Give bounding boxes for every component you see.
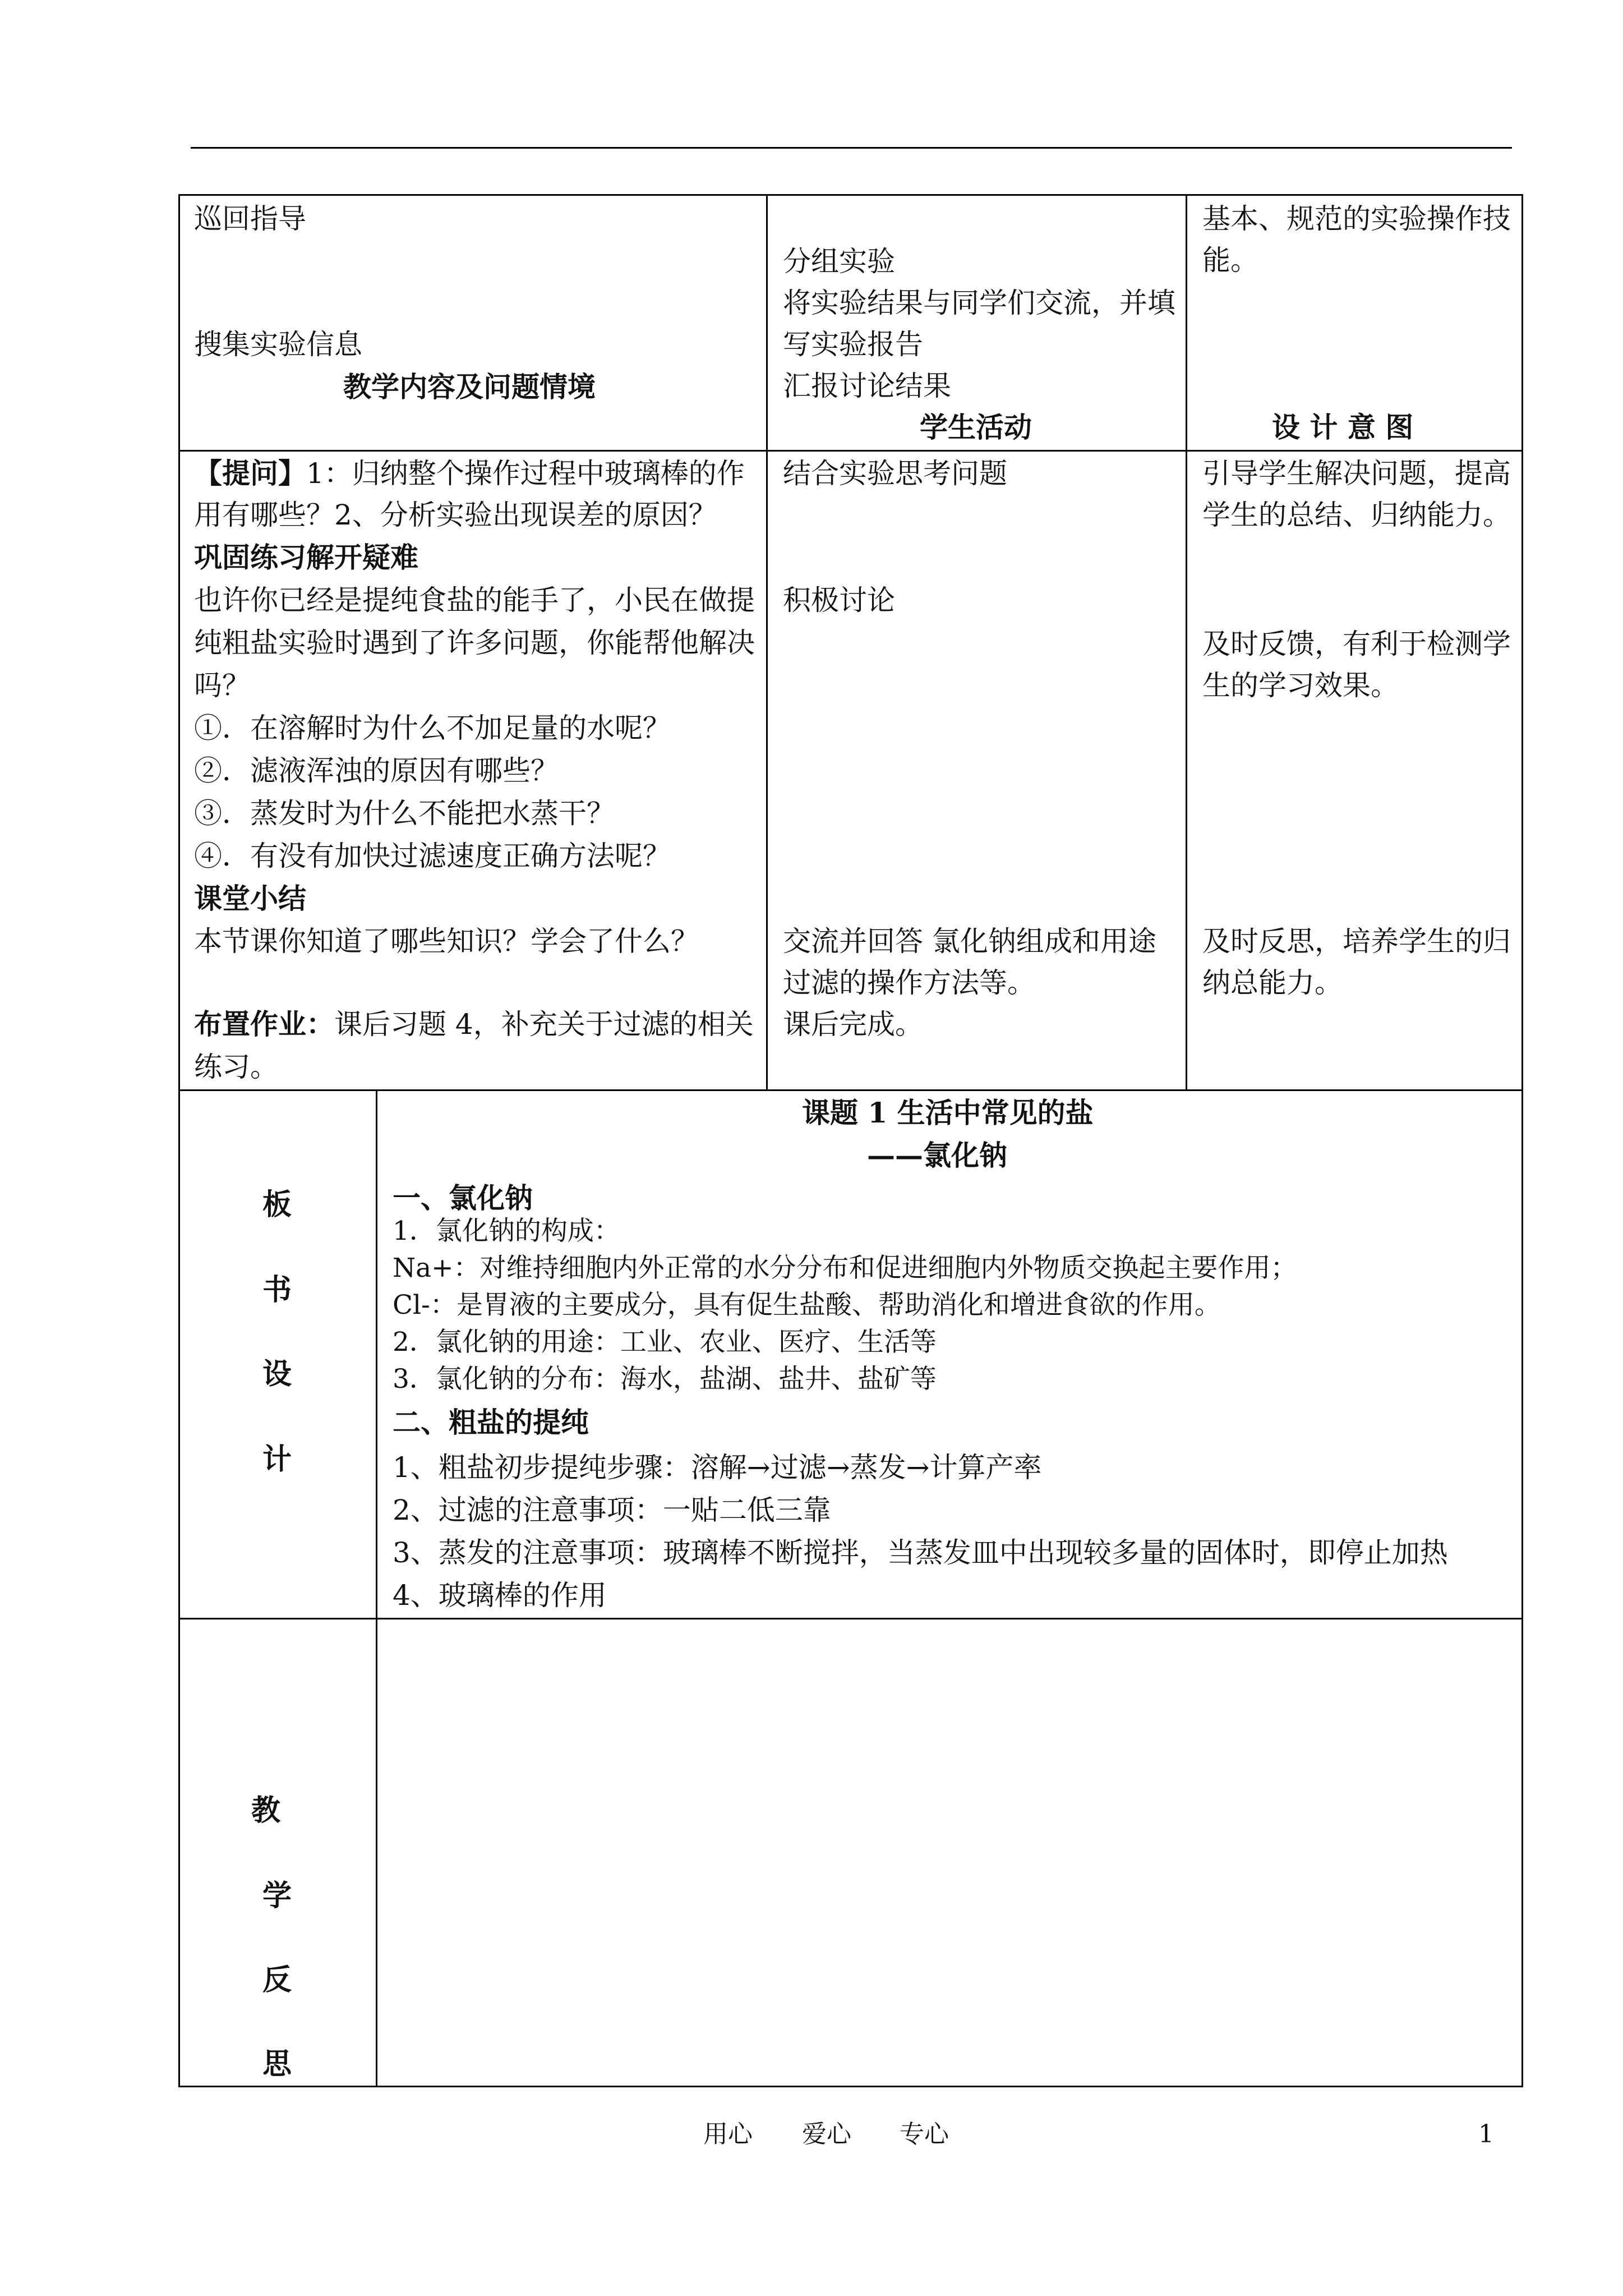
student-line-1: 结合实验思考问题: [783, 457, 1007, 490]
board-section-2: 二、粗盐的提纯: [393, 1406, 589, 1439]
reflection-char-3: 反: [262, 1963, 292, 1997]
col1-line-3: 搜集实验信息: [194, 328, 362, 361]
board-label-char-1: 板: [262, 1188, 292, 1222]
practice-line-2: 纯粗盐实验时遇到了许多问题，你能帮他解决: [194, 627, 755, 659]
design-line-1: 引导学生解决问题，提高: [1202, 457, 1511, 490]
student-line-5: 课后完成。: [783, 1008, 923, 1041]
homework-text-1: 课后习题 4，补充关于过滤的相关: [334, 1008, 754, 1041]
header-rule: [191, 147, 1512, 149]
header-student-activity: 学生活动: [920, 411, 1032, 444]
summary-title: 课堂小结: [194, 882, 306, 915]
col3-line-1: 基本、规范的实验操作技: [1202, 203, 1511, 235]
col2-line-3: 写实验报告: [783, 328, 923, 361]
student-line-2: 积极讨论: [783, 584, 895, 616]
question-item-4: ④．有没有加快过滤速度正确方法呢？: [194, 840, 671, 872]
col2-line-4: 汇报讨论结果: [783, 370, 951, 402]
board-label-char-4: 计: [262, 1442, 292, 1476]
table-bottom-border: [178, 2086, 1523, 2087]
question-line-2: 用有哪些？2、分析实验出现误差的原因？: [194, 499, 717, 531]
question-item-2: ②．滤液浑浊的原因有哪些？: [194, 754, 559, 787]
table-right-border: [1521, 194, 1523, 2087]
board-step-2: 2、过滤的注意事项：一贴二低三靠: [393, 1494, 831, 1526]
board-step-4: 4、玻璃棒的作用: [393, 1579, 607, 1612]
design-line-2: 学生的总结、归纳能力。: [1202, 499, 1511, 531]
footer-word-1: 用心: [703, 2120, 753, 2148]
col1-line-1: 巡回指导: [194, 203, 306, 235]
board-label-char-2: 书: [262, 1273, 292, 1307]
practice-title: 巩固练习解开疑难: [194, 541, 418, 574]
header-teaching-content: 教学内容及问题情境: [343, 370, 596, 403]
question-item-1: ①．在溶解时为什么不加足量的水呢？: [194, 712, 671, 744]
row-divider-1: [178, 450, 1523, 452]
board-label-char-3: 设: [262, 1357, 292, 1391]
homework-line-1: [194, 1003, 754, 1046]
row-divider-2: [178, 1089, 1523, 1091]
design-line-4: 生的学习效果。: [1202, 669, 1399, 702]
homework-label: 布置作业：: [194, 1007, 334, 1041]
board-line-2: Na+：对维持细胞内外正常的水分分布和促进细胞内外物质交换起主要作用；: [393, 1253, 1297, 1283]
design-line-3: 及时反馈，有利于检测学: [1202, 628, 1511, 660]
table-left-border: [178, 194, 180, 2087]
design-line-5: 及时反思，培养学生的归: [1202, 925, 1511, 958]
question-label: 【提问】: [194, 457, 306, 490]
reflection-char-1: 教: [251, 1793, 281, 1828]
board-step-1: 1、粗盐初步提纯步骤：溶解→过滤→蒸发→计算产率: [393, 1451, 1042, 1484]
practice-line-3: 吗？: [194, 669, 250, 702]
board-line-3: Cl-：是胃液的主要成分，具有促生盐酸、帮助消化和增进食欲的作用。: [393, 1290, 1221, 1320]
header-design-intent: 设 计 意 图: [1272, 411, 1414, 444]
page-number: 1: [1478, 2120, 1494, 2148]
board-step-3: 3、蒸发的注意事项：玻璃棒不断搅拌，当蒸发皿中出现较多量的固体时，即停止加热: [393, 1536, 1448, 1569]
table-top-border: [178, 194, 1523, 196]
question-line-1: [194, 452, 745, 495]
board-title-2: ——氯化钠: [867, 1139, 1007, 1172]
reflection-content-area[interactable]: [377, 1619, 1521, 2086]
question-text-1: 1：归纳整个操作过程中玻璃棒的作: [306, 457, 745, 490]
design-line-6: 纳总能力。: [1202, 967, 1343, 999]
reflection-char-4: 思: [262, 2047, 292, 2081]
practice-line-1: 也许你已经是提纯食盐的能手了，小民在做提: [194, 584, 755, 616]
col2-line-2: 将实验结果与同学们交流，并填: [783, 287, 1175, 319]
board-line-4: 2．氯化钠的用途：工业、农业、医疗、生活等: [393, 1327, 937, 1358]
board-title-1: 课题 1 生活中常见的盐: [802, 1096, 1094, 1129]
student-line-3: 交流并回答 氯化钠组成和用途: [783, 925, 1156, 958]
col2-line-1: 分组实验: [783, 245, 895, 278]
col3-line-2: 能。: [1202, 244, 1258, 277]
col-divider-1: [766, 194, 768, 1091]
footer-word-2: 爱心: [802, 2120, 851, 2148]
col-divider-2: [1186, 194, 1187, 1091]
footer-word-3: 专心: [900, 2120, 949, 2148]
board-section-1: 一、氯化钠: [393, 1181, 533, 1214]
question-item-3: ③．蒸发时为什么不能把水蒸干？: [194, 797, 615, 830]
summary-text: 本节课你知道了哪些知识？学会了什么？: [194, 925, 699, 958]
student-line-4: 过滤的操作方法等。: [783, 967, 1035, 999]
homework-line-2: 练习。: [194, 1051, 278, 1083]
reflection-char-2: 学: [262, 1879, 292, 1913]
board-line-5: 3．氯化钠的分布：海水，盐湖、盐井、盐矿等: [393, 1364, 937, 1395]
board-line-1: 1．氯化钠的构成：: [393, 1216, 620, 1246]
